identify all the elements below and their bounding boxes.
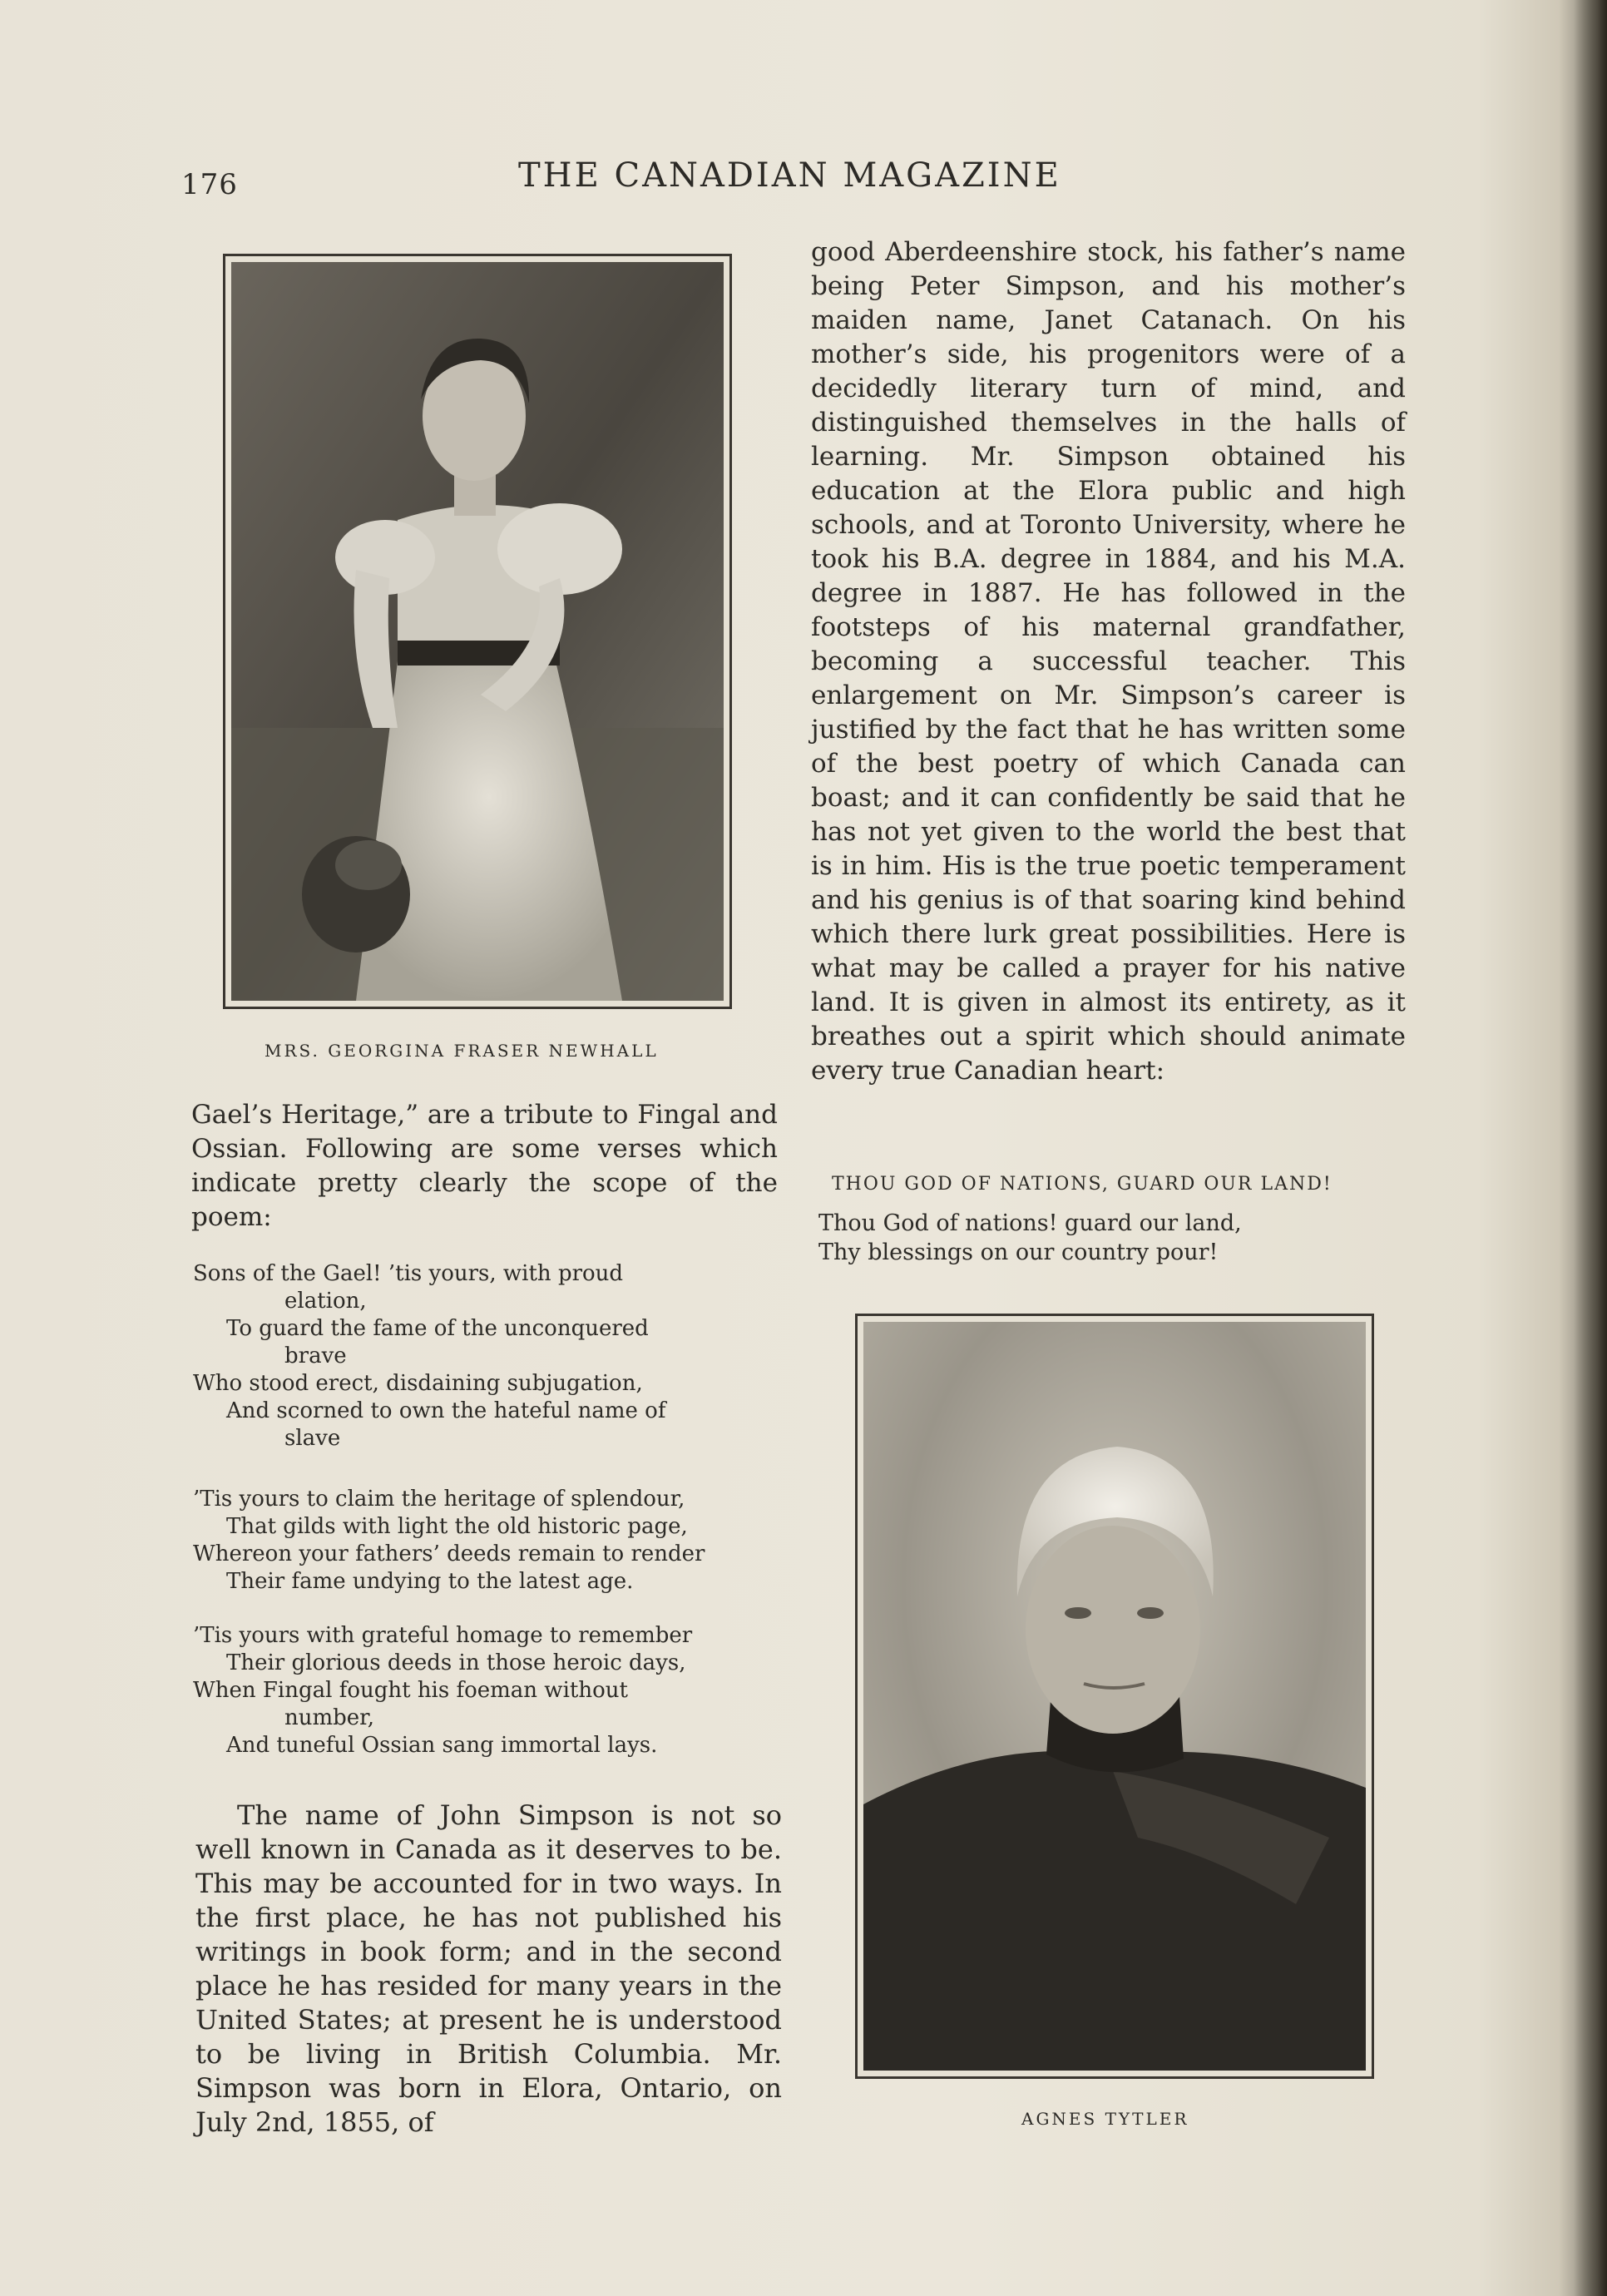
verse-line: Thy blessings on our country pour! bbox=[818, 1240, 1219, 1265]
verse-line: Their fame undying to the latest age. bbox=[226, 1569, 634, 1594]
verse-line: slave bbox=[284, 1426, 341, 1451]
poem-stanza-2 bbox=[193, 1486, 779, 1596]
verse-line: brave bbox=[284, 1343, 347, 1368]
verse-line: Sons of the Gael! ’tis yours, with proud bbox=[193, 1261, 624, 1286]
verse-line: When Fingal fought his foeman without bbox=[193, 1678, 628, 1703]
verse-line: Who stood erect, disdaining subjugation, bbox=[193, 1371, 643, 1396]
verse-line: Thou God of nations! guard our land, bbox=[818, 1210, 1242, 1236]
running-title: THE CANADIAN MAGAZINE bbox=[518, 156, 1061, 195]
poem-stanza-3 bbox=[193, 1622, 779, 1759]
verse-line: number, bbox=[284, 1705, 375, 1730]
intro-paragraph: Gael’s Heritage,” are a tribute to Fingal and Ossian. Following are some verses which indicate pretty clearly the scope of the poem: bbox=[191, 1100, 778, 1232]
poem-stanza-1 bbox=[193, 1260, 779, 1452]
page-edge-shadow bbox=[1574, 0, 1607, 2296]
verse-line: Whereon your fathers’ deeds remain to render bbox=[193, 1541, 705, 1566]
page-number: 176 bbox=[181, 168, 238, 201]
verse-line: ’Tis yours with grateful homage to remember bbox=[193, 1623, 693, 1648]
verse-line: elation, bbox=[284, 1289, 367, 1314]
photo-tytler-frame bbox=[855, 1314, 1374, 2079]
verse-line: That gilds with light the old historic page, bbox=[226, 1514, 688, 1539]
portrait-woman-standing-image bbox=[231, 262, 724, 1001]
photo-tytler bbox=[863, 1322, 1366, 2071]
simpson-paragraph: The name of John Simpson is not so well known in Canada as it deserves to be. This may be accounted for in two ways. In the first place, he has not published his writings in book form; and in the second place he has resided for many years in the United States; at present he is understood to be living in British Columbia. Mr. Simpson was born in Elora, Ontario, on July 2nd, 1855, of bbox=[195, 1799, 782, 2138]
caption-newhall: MRS. GEORGINA FRASER NEWHALL bbox=[265, 1041, 659, 1061]
photo-newhall-frame bbox=[223, 254, 732, 1009]
verse-line: Their glorious deeds in those heroic days, bbox=[226, 1650, 686, 1675]
verse-line: And scorned to own the hateful name of bbox=[226, 1398, 666, 1423]
poem-title: THOU GOD OF NATIONS, GUARD OUR LAND! bbox=[832, 1174, 1333, 1195]
photo-newhall bbox=[231, 262, 724, 1001]
right-paragraph: good Aberdeenshire stock, his father’s name being Peter Simpson, and his mother’s maiden name, Janet Catanach. On his mother’s side, his progenitors were of a decidedly literary turn of mind, and distinguished themselves in the halls of learning. Mr. Simpson obtained his education at the Elora public and high schools, and at Toronto University, where he took his B.A. degree in 1884, and his M.A. degree in 1887. He has followed in the footsteps of his maternal grandfather, becoming a successful teacher. This enlargement on Mr. Simpson’s career is justified by the fact that he has written some of the best poetry of which Canada can boast; and it can confidently be said that he has not yet given to the world the best that is in him. His is the true poetic temperament and his genius is of that soaring kind behind which there lurk great possibilities. Here is what may be called a prayer for his native land. It is given in almost its entirety, as it breathes out a spirit which should animate every true Canadian heart: bbox=[811, 237, 1406, 1086]
verse-line: ’Tis yours to claim the heritage of splendour, bbox=[193, 1487, 685, 1512]
prayer-poem bbox=[818, 1209, 1401, 1267]
verse-line: And tuneful Ossian sang immortal lays. bbox=[226, 1733, 658, 1758]
portrait-elderly-woman-image bbox=[863, 1322, 1366, 2071]
caption-tytler: AGNES TYTLER bbox=[1021, 2109, 1189, 2129]
page-header bbox=[181, 156, 1063, 206]
verse-line: To guard the fame of the unconquered bbox=[226, 1316, 649, 1341]
